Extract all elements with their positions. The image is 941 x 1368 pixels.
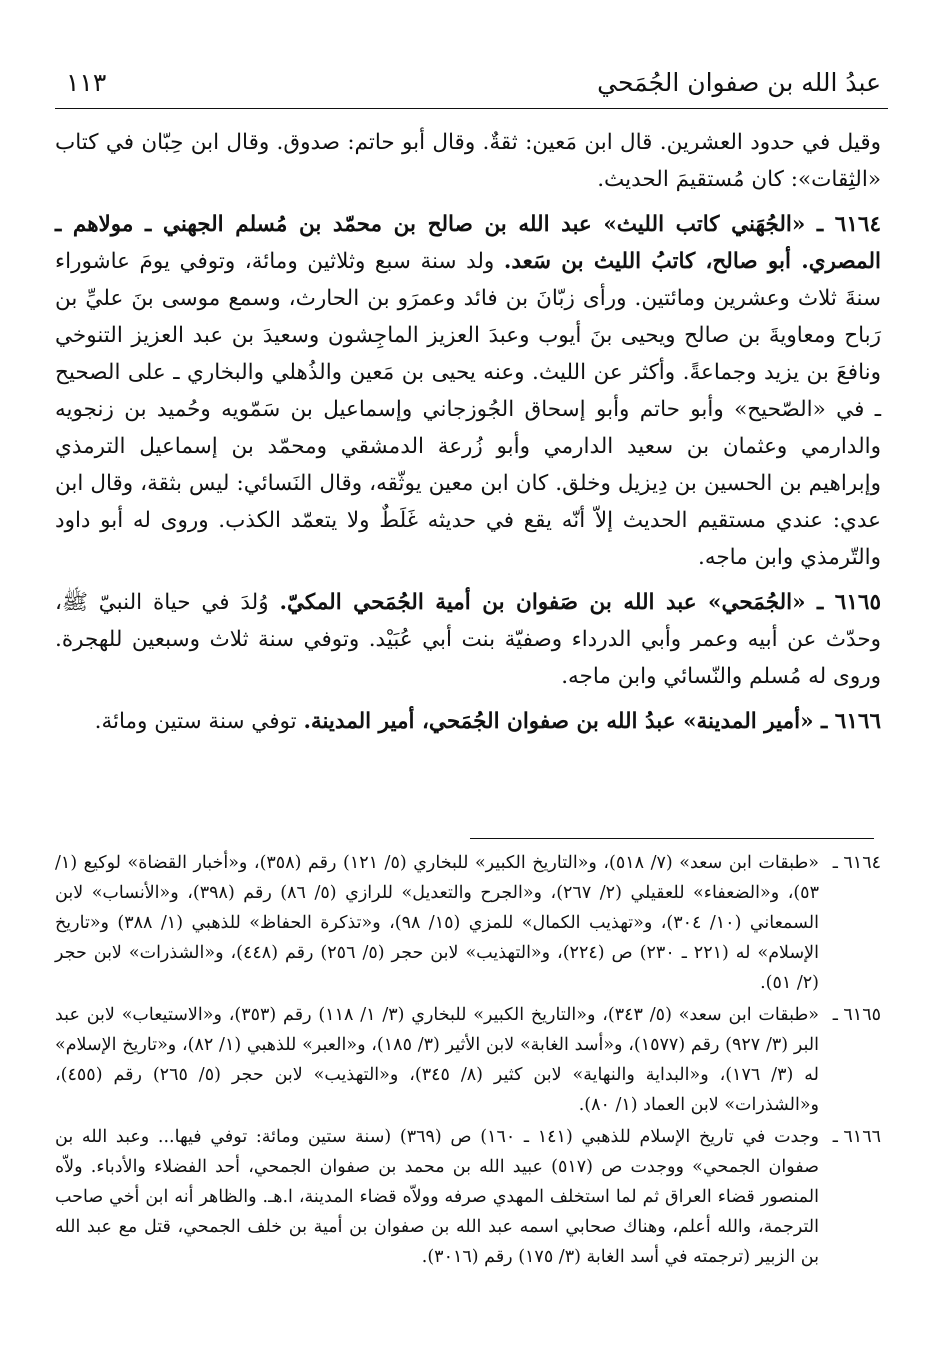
entry-body: وُلدَ في حياة النبيّ ﷺ، وحدّث عن أبيه وعمر وأبي الدرداء وصفيّة بنت أبي عُبَيْد. وتوفي سنة ثلاث وسبعين للهجرة. وروى له مُسلم والنّسائي وابن ماجه.: [55, 590, 881, 689]
entry-6165: [55, 584, 881, 695]
footnote-6165: [55, 1000, 881, 1120]
footnote-number: ٦١٦٤ ـ: [832, 853, 881, 873]
entry-6164: [55, 206, 881, 576]
entry-6166: [55, 703, 881, 740]
entry-heading: ٦١٦٤ ـ «الجُهَني كاتب الليث» عبد الله بن صالح بن محمّد بن مُسلم الجهني ـ مولاهم ـ المصري. أبو صالح، كاتبُ الليث بن سَعد.: [55, 212, 881, 274]
footnote-number: ٦١٦٥ ـ: [832, 1005, 881, 1025]
entry-body: توفي سنة ستين ومائة.: [94, 709, 297, 734]
intro-paragraph: وقيل في حدود العشرين. قال ابن مَعين: ثقةٌ. وقال أبو حاتم: صدوق. وقال ابن حِبّان في كتاب «الثِقات»: كان مُستقيمَ الحديث.: [55, 130, 881, 192]
page-number: ١١٣: [66, 67, 107, 97]
footnotes: [55, 848, 881, 1274]
footnote-number: ٦١٦٦ ـ: [832, 1127, 881, 1147]
main-text: [55, 124, 881, 748]
footnote-6164: [55, 848, 881, 998]
footnote-text: وجدت في تاريخ الإسلام للذهبي (١٤١ ـ ١٦٠) ص (٣٦٩) (سنة ستين ومائة: توفي فيها... وعبد الله بن صفوان الجمحي» ووجدت ص (٥١٧) عبيد الله بن محمد بن صفوان الجمحي، أحد الفضلاء والأدباء. ولاّه المنصور قضاء العراق ثم لما استخلف المهدي صرفه وولاّه قضاء المدينة، ا.هـ. والظاهر أنه ابن أخي صاحب الترجمة، والله أعلم، وهناك صحابي اسمه عبد الله بن صفوان بن أمية بن خلف الجمحي، قتل مع عبد الله بن الزبير (ترجمته في أسد الغابة (٣/ ١٧٥) رقم (٣٠١٦).: [55, 1127, 819, 1267]
entry-heading: ٦١٦٥ ـ «الجُمَحي» عبد الله بن صَفوان بن أمية الجُمَحي المكيّ.: [279, 590, 881, 615]
footnote-text: «طبقات ابن سعد» (٥/ ٣٤٣)، و«التاريخ الكبير» للبخاري (٣/ ١/ ١١٨) رقم (٣٥٣)، و«الاستيعاب» لابن عبد البر (٣/ ٩٢٧) رقم (١٥٧٧)، و«أسد الغابة» لابن الأثير (٣/ ١٨٥)، و«العبر» للذهبي (١/ ٨٢)، و«تاريخ الإسلام» له (٣/ ١٧٦)، و«البداية والنهاية» لابن كثير (٨/ ٣٤٥)، و«التهذيب» لابن حجر (٥/ ٢٦٥) رقم (٤٥٥)، و«الشذرات» لابن العماد (١/ ٨٠).: [55, 1005, 819, 1115]
running-head: [66, 58, 881, 106]
footnote-6166: [55, 1122, 881, 1272]
footnote-rule: [470, 838, 874, 839]
running-title: عبدُ الله بن صفوان الجُمَحي: [597, 67, 881, 97]
footnote-text: «طبقات ابن سعد» (٧/ ٥١٨)، و«التاريخ الكبير» للبخاري (٥/ ١٢١) رقم (٣٥٨)، و«أخبار القضاة» لوكيع (١/ ٥٣)، و«الضعفاء» للعقيلي (٢/ ٢٦٧)، و«الجرح والتعديل» للرازي (٥/ ٨٦) رقم (٣٩٨)، و«الأنساب» لابن السمعاني (١٠/ ٣٠٤)، و«تهذيب الكمال» للمزي (١٥/ ٩٨)، و«تذكرة الحفاظ» للذهبي (١/ ٣٨٨) و«تاريخ الإسلام» له (٢٢١ ـ ٢٣٠) ص (٢٢٤)، و«التهذيب» لابن حجر (٥/ ٢٥٦) رقم (٤٤٨)، و«الشذرات» لابن حجر (٢/ ٥١).: [55, 853, 819, 993]
header-rule: [55, 108, 888, 109]
entry-body: ولد سنة سبع وثلاثين ومائة، وتوفي يومَ عاشوراء سنةَ ثلاث وعشرين ومائتين. ورأى زبّانَ بن فائد وعمرَو بن الحارث، وسمع موسى بنَ عليِّ بن رَباح ومعاويةَ بن صالح ويحيى بنَ أيوب وعبدَ العزيز الماجِشون وسعيدَ بن عبد العزيز التنوخي ونافعَ بن يزيد وجماعةً. وأكثر عن الليث. وعنه يحيى بن مَعين والذُهلي والبخاري ـ على الصحيح ـ في «الصّحيح» وأبو حاتم وأبو إسحاق الجُوزجاني وإسماعيل بن سَمّويه وحُميد بن زنجويه والدارمي وعثمان بن سعيد الدارمي وأبو زُرعة الدمشقي ومحمّد بن إسماعيل الترمذي وإبراهيم بن الحسين بن دِيزيل وخلق. كان ابن معين يوثّقه، وقال النَسائي: ليس بثقة، وقال ابن عدي: عندي مستقيم الحديث إلاّ أنّه يقع في حديثه غَلَطٌ ولا يتعمّد الكذب. وروى له أبو داود والتّرمذي وابن ماجه.: [55, 249, 881, 570]
entry-heading: ٦١٦٦ ـ «أمير المدينة» عبدُ الله بن صفوان الجُمَحي، أمير المدينة.: [303, 709, 881, 734]
